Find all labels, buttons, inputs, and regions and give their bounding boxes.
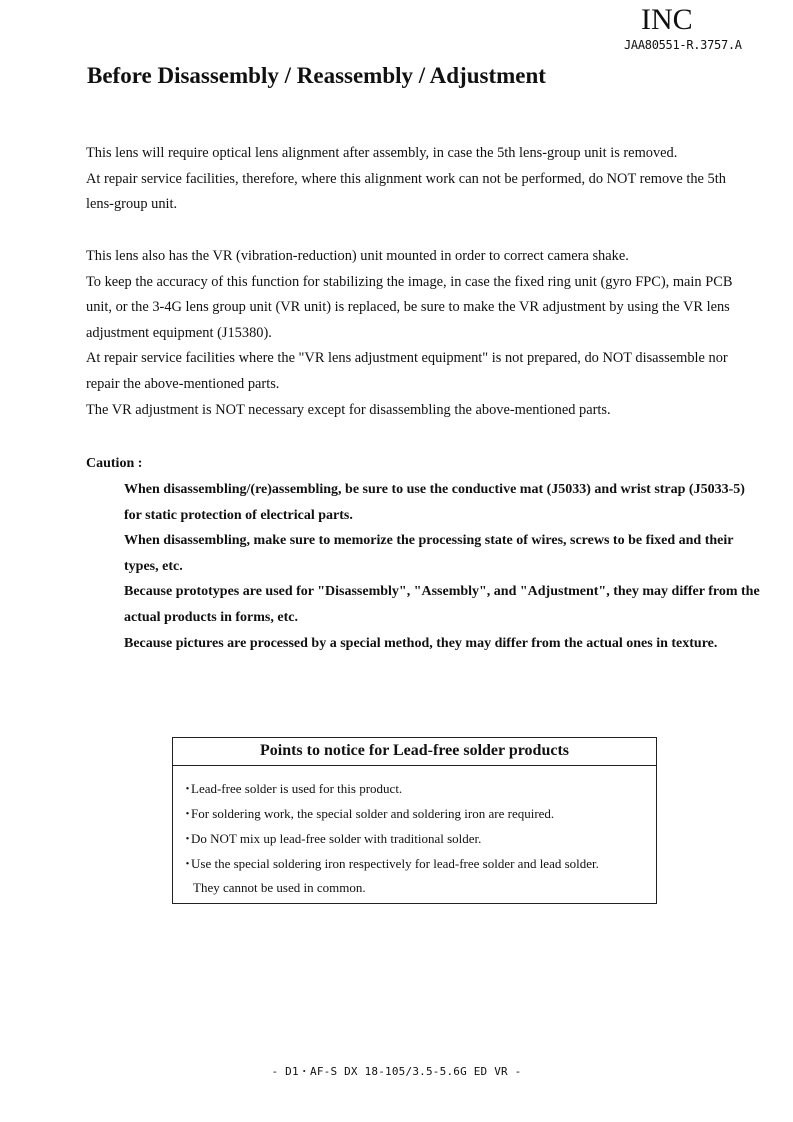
list-item [181, 776, 656, 801]
paragraph: This lens also has the VR (vibration-reduction) unit mounted in order to correct camera shake. [86, 248, 629, 264]
list-item [181, 826, 656, 851]
bullet-icon: ・ [181, 781, 195, 796]
lead-free-notice-box [172, 737, 657, 904]
list-item-text: For soldering work, the special solder and soldering iron are required. [191, 806, 555, 821]
list-item [181, 851, 656, 876]
caution-label: Caution : [86, 456, 143, 471]
paragraph: The VR adjustment is NOT necessary except for disassembling the above-mentioned parts. [86, 401, 611, 418]
document-number: JAA80551-R.3757.A [624, 38, 742, 52]
caution-item: When disassembling/(re)assembling, be sure to use the conductive mat (J5033) and wrist strap (J5033-5) for static protection of electrical parts. [124, 482, 745, 523]
caution-list [124, 477, 764, 656]
paragraph: To keep the accuracy of this function for stabilizing the image, in case the fixed ring unit (gyro FPC), main PCB unit, or the 3-4G lens group unit (VR unit) is replaced, be sure to make the VR adjustment by using the VR lens adjustment equipment (J15380). [86, 273, 733, 341]
header-brand: INC [641, 3, 693, 36]
bullet-icon: ・ [181, 806, 195, 821]
alignment-notice [86, 141, 756, 218]
list-item-continuation: They cannot be used in common. [193, 880, 366, 895]
list-item-text: Use the special soldering iron respectively for lead-free solder and lead solder. [191, 856, 599, 871]
list-item [181, 801, 656, 826]
paragraph: At repair service facilities where the "VR lens adjustment equipment" is not prepared, do NOT disassemble nor repair the above-mentioned parts. [86, 350, 728, 392]
caution-item: When disassembling, make sure to memorize the processing state of wires, screws to be fixed and their types, etc. [124, 533, 734, 574]
caution-item: Because pictures are processed by a special method, they may differ from the actual ones in texture. [124, 635, 718, 651]
bullet-icon: ・ [181, 856, 195, 871]
page-footer: - D1・AF-S DX 18-105/3.5-5.6G ED VR - [271, 1065, 522, 1078]
paragraph: This lens will require optical lens alignment after assembly, in case the 5th lens-group unit is removed. [86, 145, 678, 161]
paragraph: At repair service facilities, therefore, where this alignment work can not be performed, do NOT remove the 5th lens-group unit. [86, 170, 726, 213]
lead-free-title: Points to notice for Lead-free solder products [173, 738, 656, 766]
vr-notice [86, 244, 756, 423]
page-title: Before Disassembly / Reassembly / Adjustment [87, 63, 546, 88]
list-item-text: Lead-free solder is used for this product. [191, 781, 403, 796]
lead-free-list [173, 766, 656, 899]
caution-item: Because prototypes are used for "Disassembly", "Assembly", and "Adjustment", they may differ from the actual products in forms, etc. [124, 584, 760, 625]
list-item-text: Do NOT mix up lead-free solder with traditional solder. [191, 831, 482, 846]
bullet-icon: ・ [181, 831, 195, 846]
